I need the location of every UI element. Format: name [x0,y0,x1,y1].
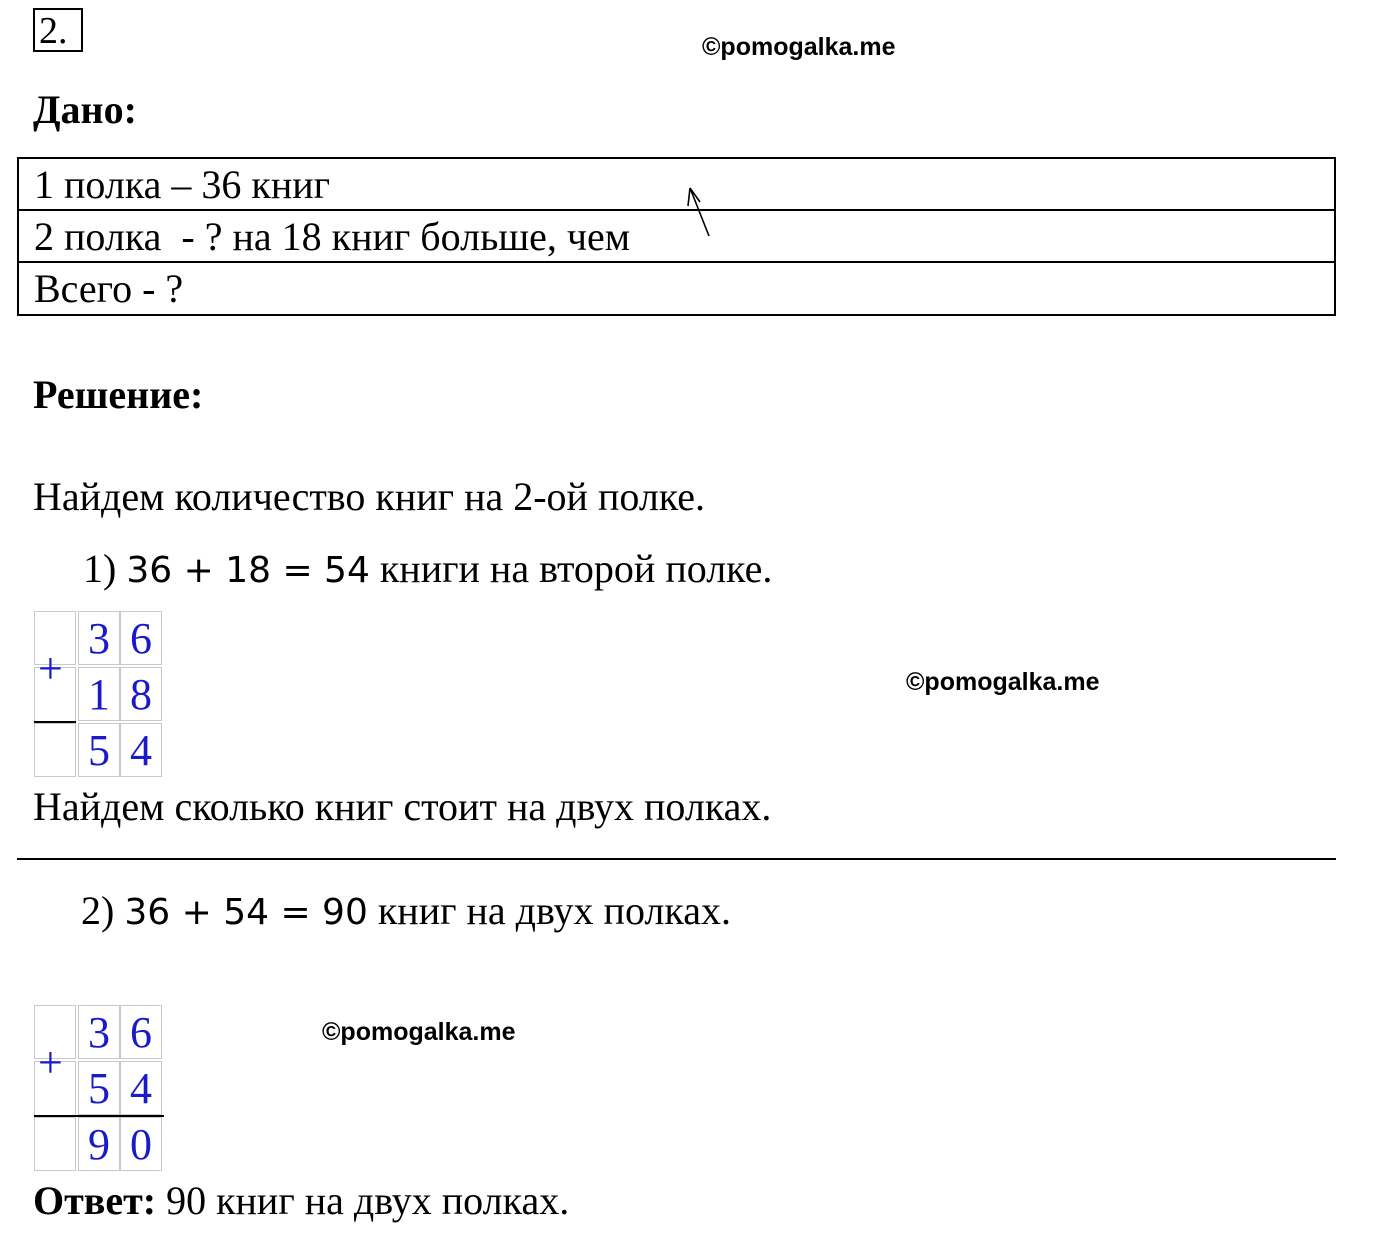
empty-cell [34,723,76,777]
digit-cell: 5 [78,1061,120,1115]
digit-cell: 6 [120,1005,162,1059]
digit-cell: 4 [120,1061,162,1115]
arrow-icon [680,182,720,242]
given-table [17,157,1336,316]
solution-intro-2: Найдем сколько книг стоит на двух полках. [33,784,772,829]
step-number: 2) [81,888,115,933]
digit-cell: 5 [78,723,120,777]
answer-label: Ответ: [33,1178,157,1223]
solution-intro-1: Найдем количество книг на 2-ой полке. [33,474,705,519]
calc-step-1 [83,545,772,592]
digit-cell: 0 [120,1117,162,1171]
watermark: ©pomogalka.me [906,668,1100,696]
given-row: Всего - ? [34,266,184,311]
solution-heading: Решение: [33,372,204,417]
digit-cell: 3 [78,611,120,665]
plus-sign: + [38,644,63,693]
task-number: 2. [33,8,83,52]
plus-sign: + [38,1038,63,1087]
column-addition-1 [34,611,164,779]
digit-cell: 6 [120,611,162,665]
given-row: 1 полка – 36 книг [19,159,1334,211]
column-addition-2 [34,1005,164,1173]
digit-cell: 4 [120,723,162,777]
step-text: книг на двух полках. [377,888,731,933]
calc-step-2 [81,887,731,934]
step-expression: 36 + 18 = 54 [126,550,370,591]
digit-cell: 3 [78,1005,120,1059]
digit-cell: 8 [120,667,162,721]
step-expression: 36 + 54 = 90 [124,892,368,933]
divider [17,858,1336,860]
step-text: книги на второй полке. [379,546,773,591]
watermark: ©pomogalka.me [322,1018,516,1046]
digit-cell: 9 [78,1117,120,1171]
empty-cell [34,1117,76,1171]
given-heading: Дано: [33,87,137,132]
answer [33,1177,569,1224]
given-row: 2 полка - ? на 18 книг больше, чем [19,211,1334,263]
sum-line [34,721,76,723]
step-number: 1) [83,546,117,591]
watermark: ©pomogalka.me [702,33,896,61]
digit-cell: 1 [78,667,120,721]
answer-text: 90 книг на двух полках. [166,1178,570,1223]
